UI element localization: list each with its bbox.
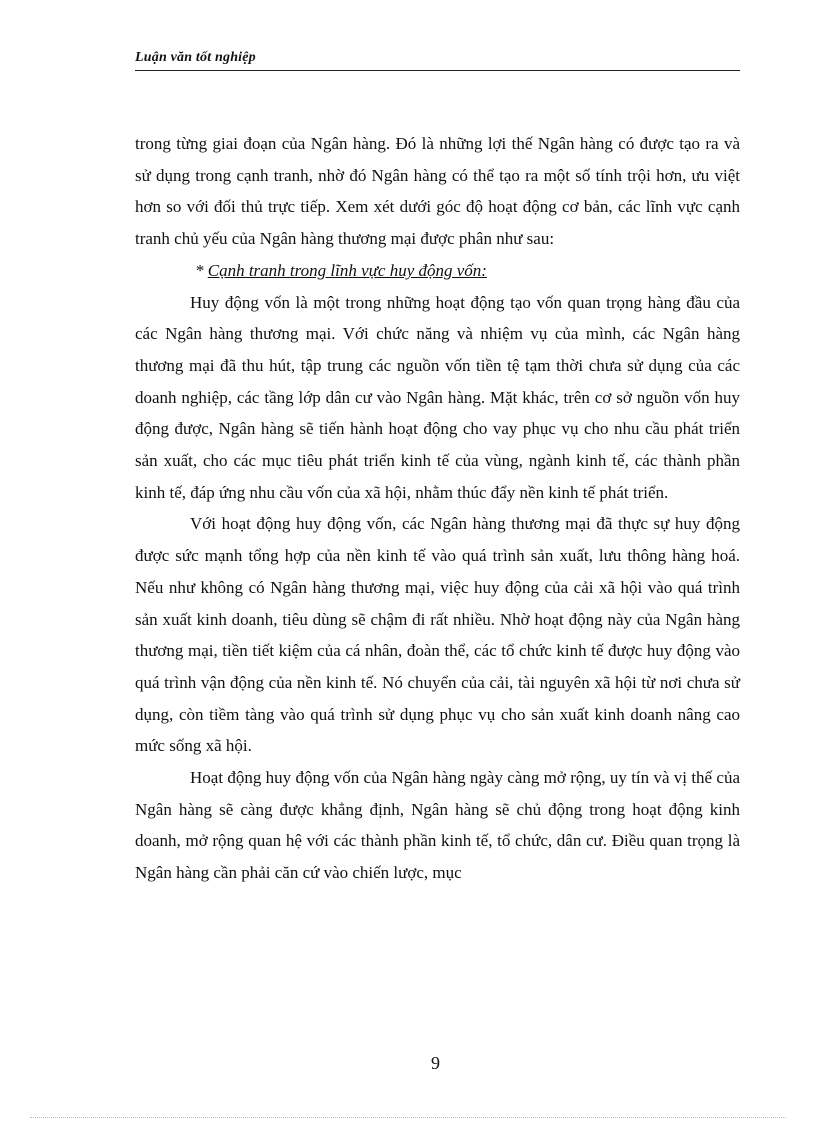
header-title: Luận văn tốt nghiệp — [135, 50, 256, 65]
page-number: 9 — [431, 1053, 440, 1073]
section-subheading — [135, 255, 740, 287]
subheading-label: Cạnh tranh trong lĩnh vực huy động vốn: — [207, 260, 487, 280]
page-header — [135, 48, 740, 71]
subheading-bullet: * — [195, 260, 204, 280]
paragraph-1: trong từng giai đoạn của Ngân hàng. Đó là những lợi thế Ngân hàng có được tạo ra và sử dụng trong cạnh tranh, nhờ đó Ngân hàng có thể tạo ra một số tính trội hơn, ưu việt hơn so với đối thủ trực tiếp. Xem xét dưới góc độ hoạt động cơ bản, các lĩnh vực cạnh tranh chủ yếu của Ngân hàng thương mại được phân như sau: — [135, 134, 740, 249]
paragraph-4: Hoạt động huy động vốn của Ngân hàng ngày càng mở rộng, uy tín và vị thế của Ngân hàng sẽ càng được khẳng định, Ngân hàng sẽ chủ động trong hoạt động kinh doanh, mở rộng quan hệ với các thành phần kinh tế, tổ chức, dân cư. Điều quan trọng là Ngân hàng cần phải căn cứ vào chiến lược, mục — [135, 768, 740, 883]
paragraph-3: Với hoạt động huy động vốn, các Ngân hàng thương mại đã thực sự huy động được sức mạnh tổng hợp của nền kinh tế vào quá trình sản xuất, lưu thông hàng hoá. Nếu như không có Ngân hàng thương mại, việc huy động của cải xã hội vào quá trình sản xuất kinh doanh, tiêu dùng sẽ chậm đi rất nhiều. Nhờ hoạt động này của Ngân hàng thương mại, tiền tiết kiệm của cá nhân, đoàn thể, các tổ chức kinh tế được huy động vào quá trình vận động của nền kinh tế. Nó chuyển của cải, tài nguyên xã hội từ nơi chưa sử dụng, còn tiềm tàng vào quá trình sử dụng phục vụ cho sản xuất kinh doanh nâng cao mức sống xã hội. — [135, 514, 740, 756]
paragraph-2: Huy động vốn là một trong những hoạt động tạo vốn quan trọng hàng đầu của các Ngân hàng thương mại. Với chức năng và nhiệm vụ của mình, các Ngân hàng thương mại đã thu hút, tập trung các nguồn vốn tiền tệ tạm thời chưa sử dụng của các doanh nghiệp, các tầng lớp dân cư vào Ngân hàng. Mặt khác, trên cơ sở nguồn vốn huy động được, Ngân hàng sẽ tiến hành hoạt động cho vay phục vụ cho nhu cầu phát triển sản xuất, cho các mục tiêu phát triển kinh tế của vùng, ngành kinh tế, các thành phần kinh tế, đáp ứng nhu cầu vốn của xã hội, nhằm thúc đẩy nền kinh tế phát triển. — [135, 292, 740, 502]
page-bottom-divider — [30, 1117, 786, 1118]
document-body — [135, 128, 740, 889]
